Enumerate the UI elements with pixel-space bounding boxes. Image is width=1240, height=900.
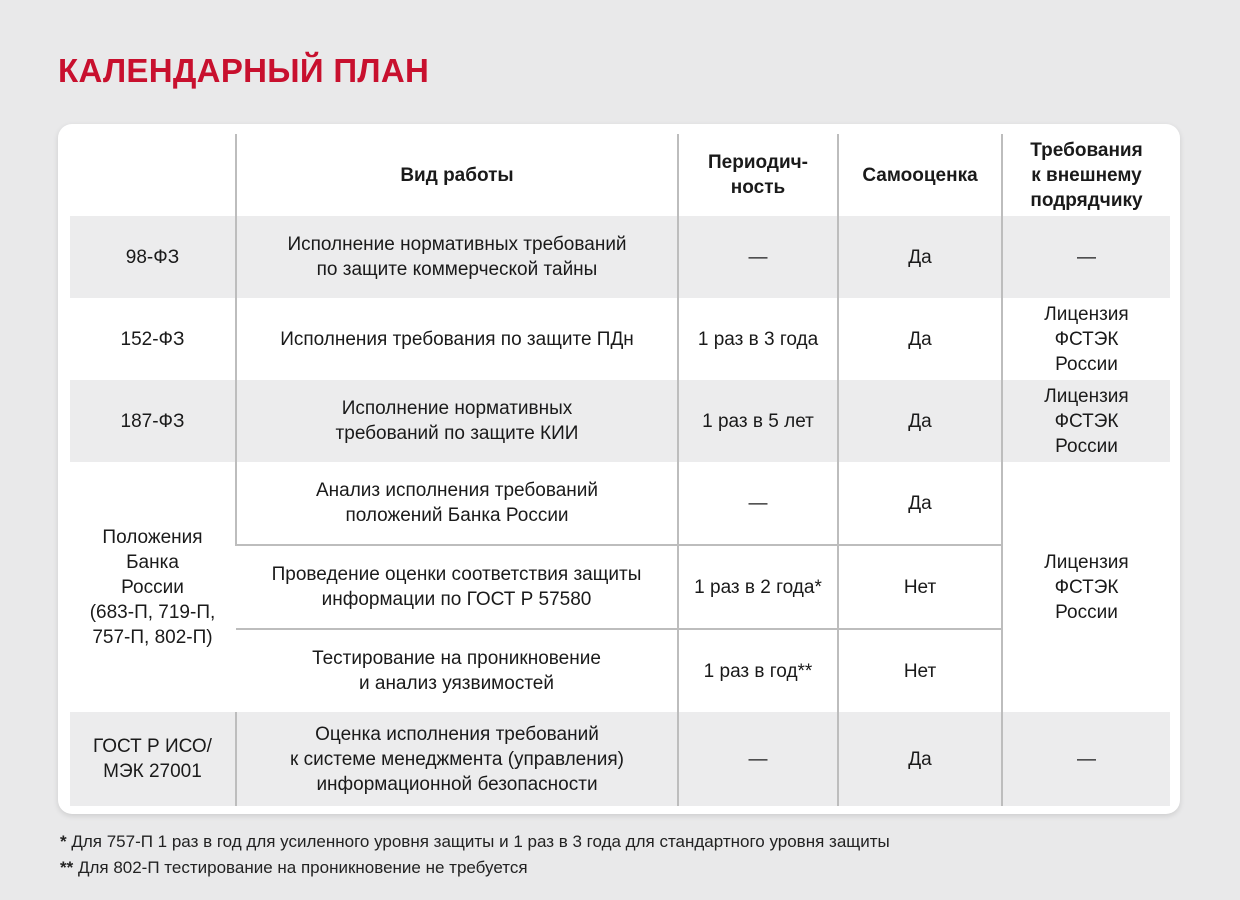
cell-work: Исполнение нормативных требований по защите коммерческой тайны	[236, 216, 678, 298]
cell-self: Да	[838, 712, 1002, 806]
cell-document: 152-ФЗ	[120, 328, 185, 350]
cell-requirements: —	[1002, 712, 1170, 806]
cell-work: Исполнения требования по защите ПДн	[236, 298, 678, 380]
cell-work: Тестирование на проникновение и анализ уязвимостей	[236, 629, 678, 712]
header-document	[70, 134, 236, 216]
table-row	[70, 380, 1170, 462]
cell-document: 98-ФЗ	[70, 216, 236, 298]
table-row	[70, 298, 1170, 380]
cell-period: —	[678, 712, 838, 806]
cell-self: Нет	[838, 545, 1002, 629]
cell-requirements: Лицензия ФСТЭК России	[1002, 298, 1170, 380]
header-self-assessment: Самооценка	[838, 134, 1002, 216]
cell-period: —	[678, 216, 838, 298]
footnote-mark: *	[60, 832, 67, 851]
table-row	[70, 216, 1170, 298]
header-periodicity: Периодич- ность	[678, 134, 838, 216]
page-title: КАЛЕНДАРНЫЙ ПЛАН	[58, 52, 430, 89]
cell-self: Нет	[838, 629, 1002, 712]
header-work-type: Вид работы	[236, 134, 678, 216]
footnote-1	[60, 832, 890, 852]
cell-period: 1 раз в 3 года	[678, 298, 838, 380]
cell-work: Проведение оценки соответствия защиты информации по ГОСТ Р 57580	[236, 545, 678, 629]
cell-document: ГОСТ Р ИСО/ МЭК 27001	[70, 712, 236, 806]
footnote-text: Для 757-П 1 раз в год для усиленного уровня защиты и 1 раз в 3 года для стандартного уровня защиты	[66, 832, 890, 851]
cell-period: 1 раз в год**	[678, 629, 838, 712]
cell-document: 187-ФЗ	[70, 380, 236, 462]
cell-requirements: Лицензия ФСТЭК России	[1002, 380, 1170, 462]
table-row	[70, 462, 1170, 545]
cell-period: 1 раз в 2 года*	[678, 545, 838, 629]
cell-work: Анализ исполнения требований положений Банка России	[236, 462, 678, 545]
cell-self: Да	[838, 462, 1002, 545]
table-row	[70, 712, 1170, 806]
plan-table-card	[58, 124, 1180, 814]
footnote-2	[60, 858, 528, 878]
header-contractor-requirements: Требования к внешнему подрядчику	[1002, 134, 1170, 216]
cell-self: Да	[838, 380, 1002, 462]
cell-document: Положения Банка России (683-П, 719-П, 757-П, 802-П)	[89, 526, 216, 648]
footnote-mark: **	[60, 858, 74, 877]
cell-requirements: Лицензия ФСТЭК России	[1002, 462, 1170, 712]
plan-table	[70, 134, 1170, 806]
cell-period: —	[678, 462, 838, 545]
table-header-row	[70, 134, 1170, 216]
footnote-text: Для 802-П тестирование на проникновение не требуется	[73, 858, 528, 877]
cell-self: Да	[838, 216, 1002, 298]
cell-work: Исполнение нормативных требований по защите КИИ	[236, 380, 678, 462]
cell-requirements: —	[1002, 216, 1170, 298]
cell-work: Оценка исполнения требований к системе менеджмента (управления) информационной безопасности	[236, 712, 678, 806]
cell-period: 1 раз в 5 лет	[678, 380, 838, 462]
cell-self: Да	[838, 298, 1002, 380]
